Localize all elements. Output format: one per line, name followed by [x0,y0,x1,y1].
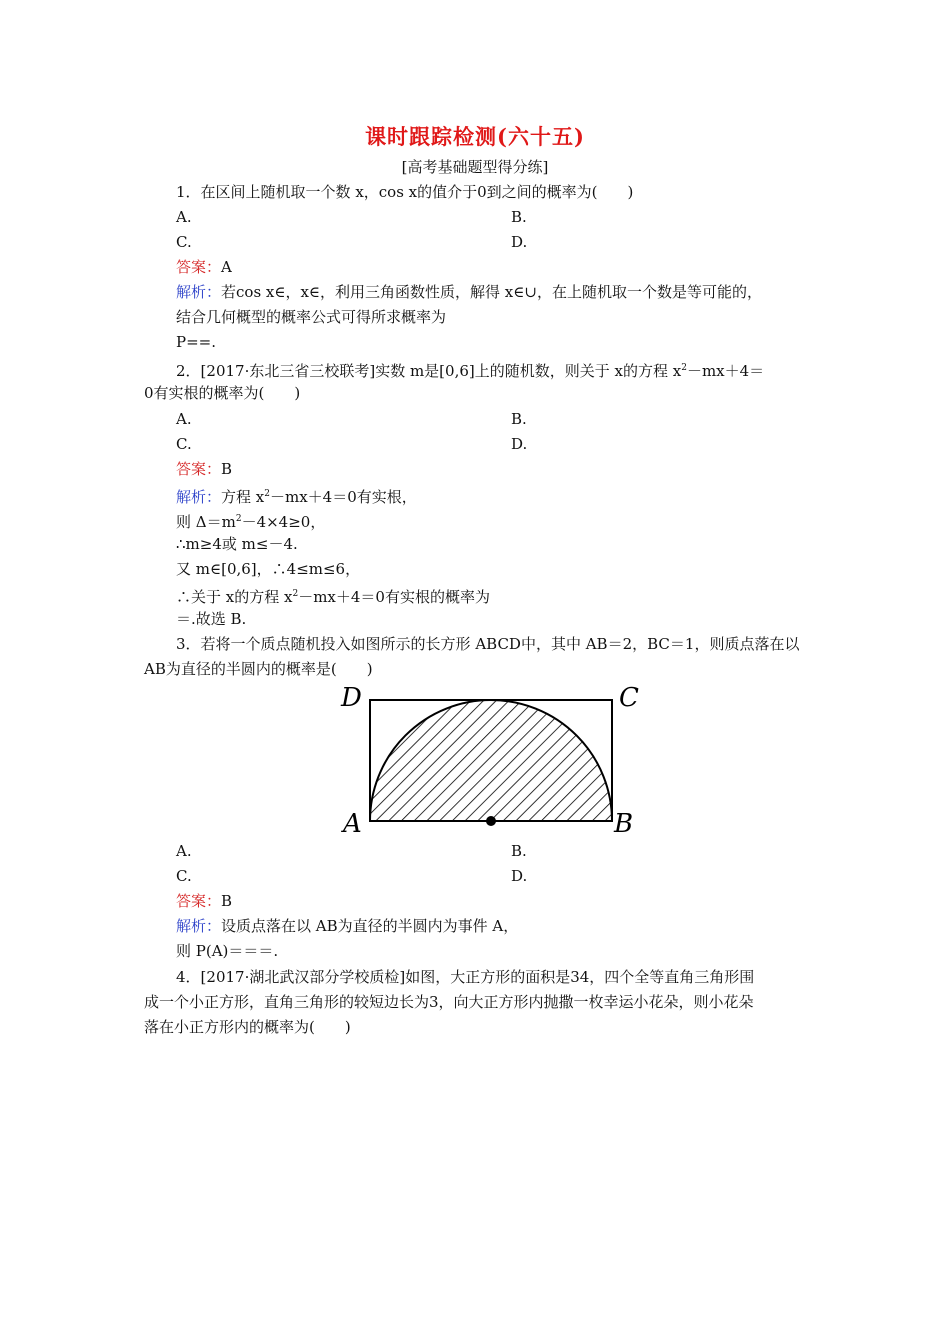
q3-analysis-2: 则 P(A)＝＝＝. [176,942,279,960]
q4-stem-3: 落在小正方形内的概率为( ) [144,1018,351,1036]
q3-answer-label: 答案： [176,892,222,910]
q1-stem: 1．在区间上随机取一个数 x，cos x的值介于0到之间的概率为( ) [176,183,634,201]
q2-analysis-2 [176,508,325,533]
page-subtitle: [高考基础题型得分练] [401,158,549,176]
q1-option-b: B. [511,208,527,226]
q3-stem-1: 3．若将一个质点随机投入如图所示的长方形 ABCD中，其中 AB＝2，BC＝1，则质点落在以 [176,635,800,653]
q2-a5a: ∴关于 x的方程 x [176,588,293,606]
q2-stem-2: 0有实根的概率为( ) [144,384,301,402]
q1-analysis-text-1: 若cos x∈，x∈，利用三角函数性质，解得 x∈∪，在上随机取一个数是等可能的， [221,283,762,301]
q2-analysis-4: 又 m∈[0,6]，∴4≤m≤6， [176,560,361,578]
q3-option-a: A. [176,842,192,860]
q2-option-b: B. [511,410,527,428]
q2-answer-value: B [221,460,233,478]
q3-option-c: C. [176,867,192,885]
q1-analysis-3: P==. [176,333,216,351]
q2-a5b: －mx＋4＝0有实根的概率为 [298,588,490,606]
q2-stem-1a: 2．[2017·东北三省三校联考]实数 m是[0,6]上的随机数，则关于 x的方程 x [176,362,682,380]
q1-analysis-1 [176,281,762,303]
q1-answer-label: 答案： [176,258,222,276]
page-title: 课时跟踪检测(六十五) [365,124,585,149]
q2-a1a: 方程 x [221,488,265,506]
q2-stem-1-sup: 2 [681,363,687,373]
q1-option-a: A. [176,208,192,226]
q3-answer-value: B [221,892,233,910]
q2-analysis-5 [176,583,490,608]
q4-stem-1: 4．[2017·湖北武汉部分学校质检]如图，大正方形的面积是34，四个全等直角三角形围 [176,968,755,986]
label-d: D [341,683,362,713]
q3-analysis-label: 解析： [176,917,222,935]
q3-stem-2: AB为直径的半圆内的概率是( ) [144,660,373,678]
q2-a1-sup: 2 [264,489,270,499]
q2-option-d: D. [511,435,528,453]
q3-option-b: B. [511,842,527,860]
center-point [486,816,496,826]
label-a: A [343,809,362,839]
q1-analysis-label: 解析： [176,283,222,301]
q2-a2b: －4×4≥0， [241,513,326,531]
label-b: B [614,809,634,839]
label-c: C [619,683,639,713]
q3-option-d: D. [511,867,528,885]
q2-analysis-6: ＝.故选 B. [176,610,247,628]
q3-analysis-text-1: 设质点落在以 AB为直径的半圆内为事件 A， [221,917,519,935]
q2-analysis-1 [176,483,417,508]
q4-stem-2: 成一个小正方形，直角三角形的较短边长为3，向大正方形内抛撒一枚幸运小花朵，则小花朵 [144,993,754,1011]
q2-a5-sup: 2 [292,589,299,599]
q1-option-d: D. [511,233,528,251]
q1-answer-value: A [221,258,232,276]
q2-a1b: －mx＋4＝0有实根， [269,488,417,506]
q2-stem-1b: －mx＋4＝ [686,362,765,380]
q2-a2-sup: 2 [235,514,242,524]
q2-stem-1 [176,357,764,382]
q2-option-a: A. [176,410,192,428]
hatched-semicircle [370,700,612,821]
q3-answer [176,890,232,912]
q2-a2a: 则 Δ＝m [176,513,236,531]
q2-answer-label: 答案： [176,460,222,478]
q2-answer [176,458,232,480]
q1-analysis-2: 结合几何概型的概率公式可得所求概率为 [176,308,447,326]
q3-analysis-1 [176,915,518,937]
q2-option-c: C. [176,435,192,453]
q2-analysis-3: ∴m≥4或 m≤－4. [176,535,298,553]
q3-figure [338,680,644,840]
q1-answer [176,256,232,278]
q2-analysis-label: 解析： [176,488,222,506]
q1-option-c: C. [176,233,192,251]
